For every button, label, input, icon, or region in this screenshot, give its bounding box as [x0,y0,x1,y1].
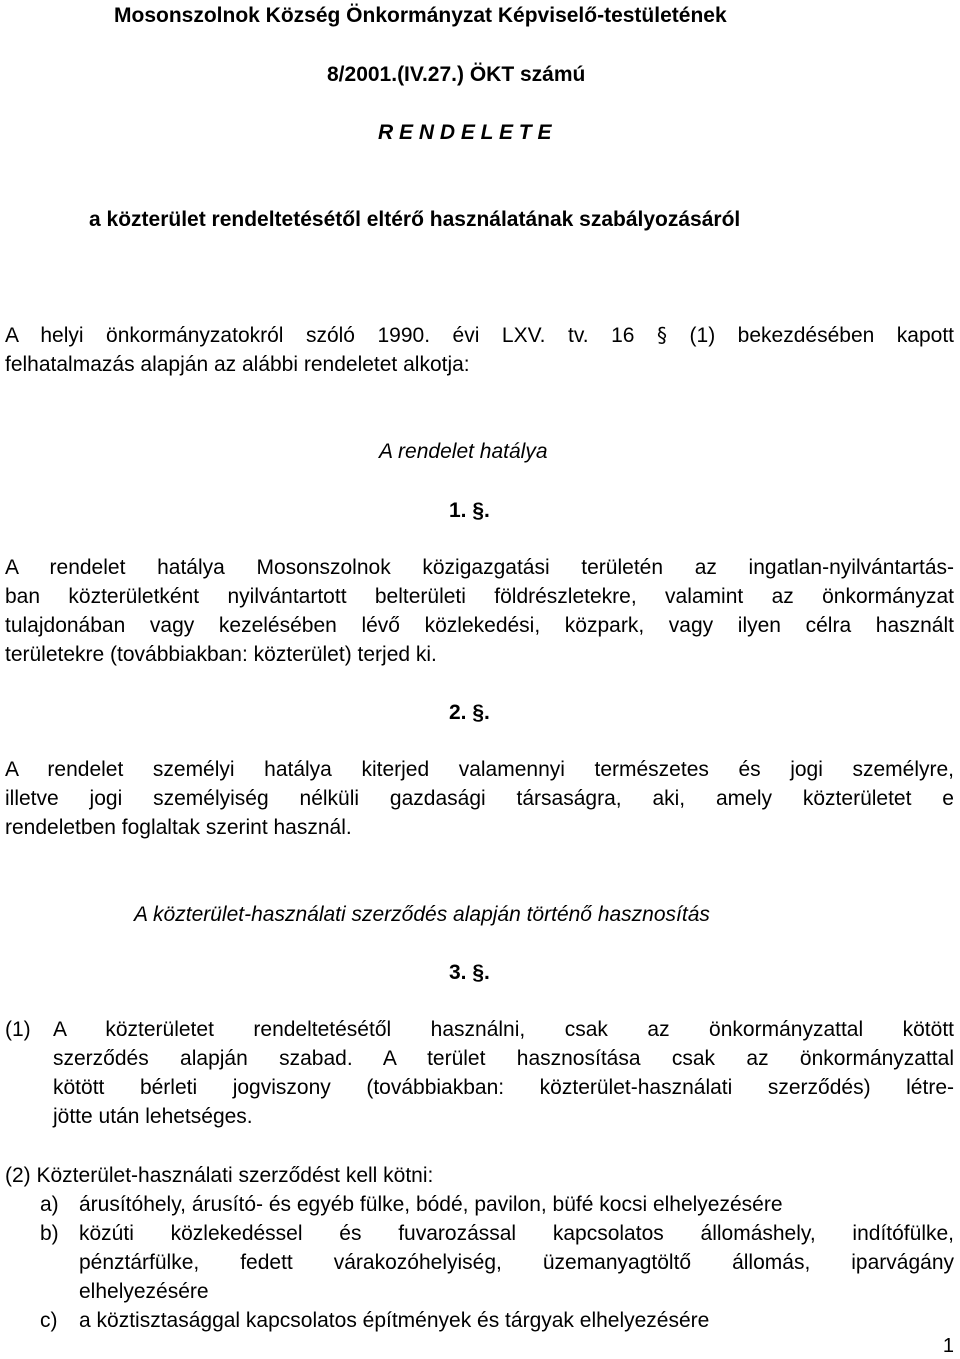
list-item-b-line-1: közúti közlekedéssel és fuvarozással kapcsolatos állomáshely, indítófülke, [79,1222,954,1245]
subsection-1-label: (1) [5,1018,31,1041]
paragraph-2-line-2: illetve jogi személyiség nélküli gazdasági társaságra, aki, amely közterületet e [5,787,954,810]
paragraph-1-line-3: tulajdonában vagy kezelésében lévő közlekedési, közpark, vagy ilyen célra használt [5,614,954,637]
page-number: 1 [942,1335,954,1357]
subsection-1-line-1: A közterületet rendeltetésétől használni, csak az önkormányzattal kötött [53,1018,954,1041]
list-item-b-label: b) [40,1222,59,1245]
list-item-a-label: a) [40,1193,59,1216]
preamble-line-2: felhatalmazás alapján az alábbi rendeletet alkotja: [5,353,470,376]
list-item-a-text: árusítóhely, árusító- és egyéb fülke, bódé, pavilon, büfé kocsi elhelyezésére [79,1193,783,1216]
paragraph-1-line-1: A rendelet hatálya Mosonszolnok közigazgatási területén az ingatlan-nyilvántartás- [5,556,954,579]
document-subtitle: a közterület rendeltetésétől eltérő használatának szabályozásáról [89,208,741,231]
paragraph-number-1: 1. §. [449,499,490,522]
list-item-b-line-3: elhelyezésére [79,1280,209,1303]
paragraph-2-line-3: rendeletben foglaltak szerint használ. [5,816,352,839]
preamble-line-1: A helyi önkormányzatokról szóló 1990. évi LXV. tv. 16 § (1) bekezdésében kapott [5,323,955,347]
subsection-1-line-3: kötött bérleti jogviszony (továbbiakban: közterület-használati szerződés) létre- [53,1076,954,1099]
paragraph-number-2: 2. §. [449,701,490,724]
section-heading-contract-use: A közterület-használati szerződés alapján történő hasznosítás [134,903,710,926]
document-title-line-2: 8/2001.(IV.27.) ÖKT számú [327,63,586,86]
subsection-2-intro: (2) Közterület-használati szerződést kell kötni: [5,1164,434,1187]
paragraph-number-3: 3. §. [449,961,490,984]
list-item-c-text: a köztisztasággal kapcsolatos építmények és tárgyak elhelyezésére [79,1309,710,1332]
section-heading-scope: A rendelet hatálya [379,440,548,463]
document-title-line-3: R E N D E L E T E [378,121,552,144]
list-item-b-line-2: pénztárfülke, fedett várakozóhelyiség, üzemanyagtöltő állomás, iparvágány [79,1251,954,1274]
list-item-c-label: c) [40,1309,58,1332]
paragraph-1-line-2: ban közterületként nyilvántartott belterületi földrészletekre, valamint az önkormányzat [5,585,954,608]
subsection-1-line-4: jötte után lehetséges. [53,1105,253,1128]
paragraph-2-line-1: A rendelet személyi hatálya kiterjed valamennyi természetes és jogi személyre, [5,758,954,781]
subsection-1-line-2: szerződés alapján szabad. A terület hasznosítása csak az önkormányzattal [53,1047,954,1070]
document-title-line-1: Mosonszolnok Község Önkormányzat Képviselő-testületének [114,4,727,27]
section-sign: § [657,323,667,347]
paragraph-1-line-4: területekre (továbbiakban: közterület) terjed ki. [5,643,437,666]
